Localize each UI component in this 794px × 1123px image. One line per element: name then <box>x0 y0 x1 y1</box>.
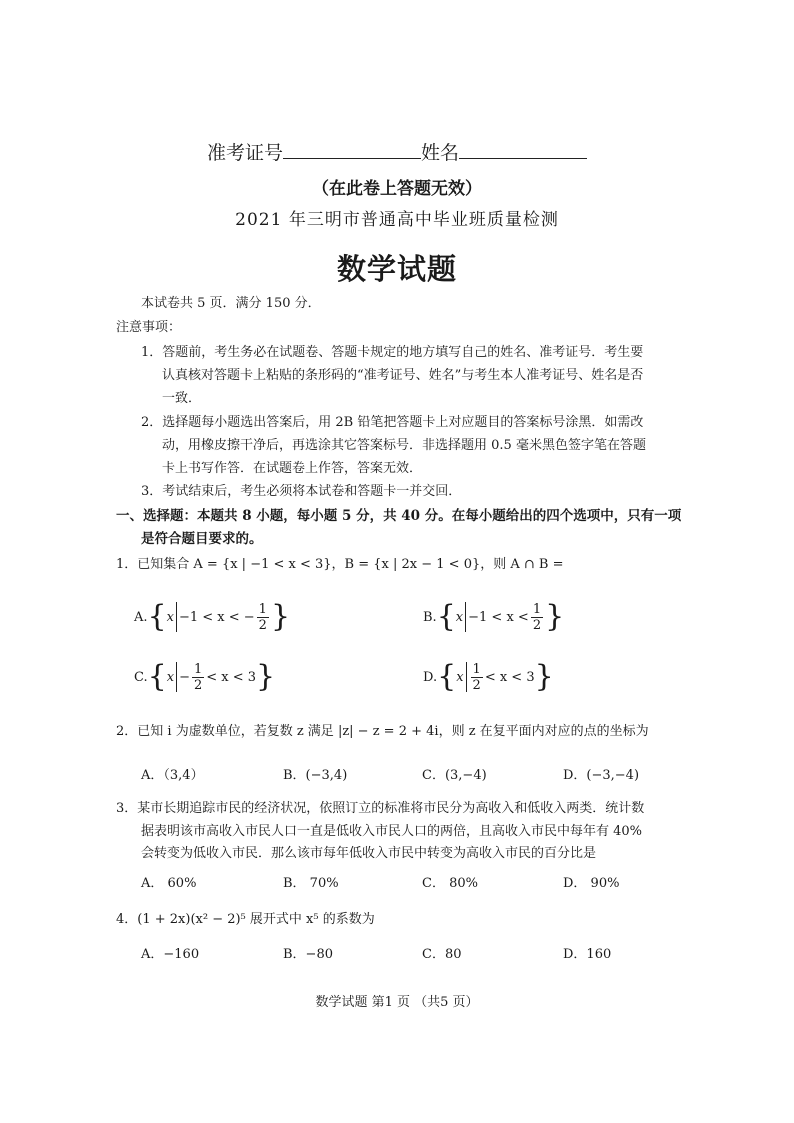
denominator: 2 <box>193 677 203 693</box>
q1-option-d <box>423 657 554 697</box>
exam-id-label: 准考证号 <box>206 142 283 164</box>
brace-right: } <box>534 659 554 694</box>
numerator: 1 <box>532 601 542 617</box>
set-bar <box>176 662 177 692</box>
brace-left: { <box>147 659 167 694</box>
condition-text: < x < 3 <box>484 669 535 685</box>
q3-stem-line: 3．某市长期追踪市民的经济状况，依照订立的标准将市民分为高收入和低收入两类．统计数 <box>116 801 645 816</box>
q4-option-b: B．−80 <box>283 947 333 962</box>
q3-option-d: D． 90% <box>563 876 620 891</box>
brace-left: { <box>437 659 457 694</box>
numerator: 1 <box>193 661 203 677</box>
option-label: B. <box>423 609 437 625</box>
q1-stem: 1．已知集合 A = {x | −1 < x < 3}，B = {x | 2x − 1 < 0}，则 A ∩ B = <box>116 557 564 572</box>
page-footer: 数学试题 第1 页 （共5 页） <box>315 995 479 1010</box>
name-label: 姓名 <box>421 142 460 164</box>
exam-id-name-row <box>0 138 794 165</box>
set-bar <box>465 602 466 632</box>
notice-line: 认真核对答题卡上粘贴的条形码的“准考证号、姓名”与考生本人准考证号、姓名是否 <box>162 368 644 383</box>
denominator: 2 <box>472 677 481 693</box>
q3-option-c: C． 80% <box>422 876 478 891</box>
name-blank <box>459 140 587 159</box>
option-label: A. <box>134 609 148 625</box>
notice-title: 注意事项： <box>116 320 182 335</box>
numerator: 1 <box>472 661 481 677</box>
set-bar <box>176 602 177 632</box>
notice-line: 一致． <box>162 391 202 406</box>
q3-stem-line: 据表明该市高收入市民人口一直是低收入市民人口的两倍，且高收入市民中每年有 40% <box>141 824 643 839</box>
section-title-line: 是符合题目要求的。 <box>141 531 263 547</box>
q4-option-c: C．80 <box>422 947 462 962</box>
option-label: C. <box>134 669 148 685</box>
fraction <box>471 662 483 693</box>
numerator: 1 <box>258 601 267 617</box>
brace-left: { <box>436 599 456 634</box>
condition-text: −1 < x < <box>468 609 529 625</box>
q1-option-c <box>134 657 275 697</box>
exam-name: 2021 年三明市普通高中毕业班质量检测 <box>235 210 559 230</box>
fraction <box>257 602 269 633</box>
notice-line: 2．选择题每小题选出答案后，用 2B 铅笔把答题卡上对应题目的答案标号涂黑．如需改 <box>141 415 644 430</box>
notice-line: 卡上书写作答．在试题卷上作答，答案无效． <box>162 461 423 476</box>
condition-text: < x < 3 <box>206 669 257 685</box>
q2-stem: 2．已知 i 为虚数单位，若复数 z 满足 |z| − z = 2 + 4i，则 z 在复平面内对应的点的坐标为 <box>116 724 649 739</box>
condition-text: − <box>179 669 190 685</box>
q4-option-d: D．160 <box>563 947 612 962</box>
set-var: x <box>166 669 175 685</box>
section-title-line: 一、选择题：本题共 8 小题，每小题 5 分，共 40 分。在每小题给出的四个选项中，只有一项 <box>116 508 682 524</box>
q4-option-a: A．−160 <box>141 947 200 962</box>
option-label: D. <box>423 669 438 685</box>
set-var: x <box>166 609 174 625</box>
brace-right: } <box>256 659 276 694</box>
q1-option-b <box>423 597 564 637</box>
q2-option-a: A．（3,4） <box>141 768 204 783</box>
brace-right: } <box>545 599 565 634</box>
fraction <box>192 662 204 693</box>
q2-option-c: C．(3,−4) <box>422 768 487 783</box>
exam-id-blank <box>283 140 421 159</box>
q3-option-a: A． 60% <box>141 876 197 891</box>
set-bar <box>466 662 467 692</box>
denominator: 2 <box>258 617 267 633</box>
set-var: x <box>456 669 464 685</box>
q2-option-d: D．(−3,−4) <box>563 768 640 783</box>
notice-line: 1．答题前，考生务必在试题卷、答题卡规定的地方填写自己的姓名、准考证号．考生要 <box>141 345 644 360</box>
fraction <box>531 602 543 633</box>
subject-title: 数学试题 <box>336 252 457 286</box>
brace-right: } <box>270 599 291 634</box>
q3-option-b: B． 70% <box>283 876 339 891</box>
set-var: x <box>455 609 464 625</box>
condition-text: −1 < x < − <box>178 609 255 625</box>
pages-info: 本试卷共 5 页．满分 150 分． <box>141 296 321 311</box>
q1-option-a <box>134 597 290 637</box>
denominator: 2 <box>532 617 542 633</box>
notice-line: 3．考试结束后，考生必须将本试卷和答题卡一并交回． <box>141 484 462 499</box>
brace-left: { <box>147 599 167 634</box>
q4-stem: 4．(1 + 2x)(x² − 2)⁵ 展开式中 x⁵ 的系数为 <box>116 912 375 927</box>
invalid-note: （在此卷上答题无效） <box>312 179 482 199</box>
notice-line: 动，用橡皮擦干净后，再选涂其它答案标号．非选择题用 0.5 毫米黑色签字笔在答题 <box>162 438 646 453</box>
q2-option-b: B．(−3,4) <box>283 768 348 783</box>
q3-stem-line: 会转变为低收入市民．那么该市每年低收入市民中转变为高收入市民的百分比是 <box>141 846 597 861</box>
